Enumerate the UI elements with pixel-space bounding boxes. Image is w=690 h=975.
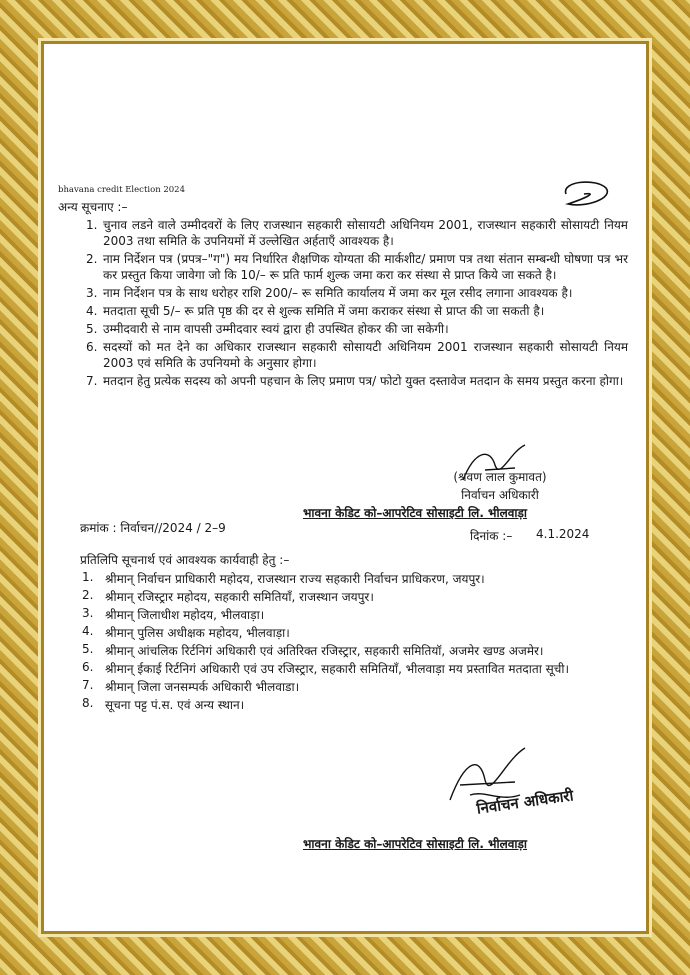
notice-content [58,182,628,391]
list-item: 6. सदस्यों को मत देने का अधिकार राजस्थान सहकारी सोसायटी अधिनियम 2001 राजस्थान सहकारी सोसायटी नियम 2003 एवं समिति के उपनियमो के अनुसार होगा। [86,340,628,370]
list-item: 3. नाम निर्देशन पत्र के साथ धरोहर राशि 200/– रू समिति कार्यालय में जमा कर मूल रसीद लगाना आवश्यक है। [86,286,573,300]
list-item: 5. श्रीमान् आंचलिक रिर्टनिगं अधिकारी एवं अतिरिक्त रजिस्ट्रार, सहकारी समितियॉ, अजमेर खण्ड अजमेर। [82,642,544,658]
copies-section [80,551,620,714]
copies-list [80,570,620,713]
reference-number: क्रमांक : निर्वाचन//2024 / 2–9 [80,521,226,535]
list-item: 3. श्रीमान् जिलाधीश महोदय, भीलवाड़ा। [82,606,265,622]
society-name-footer: भावना केडिट को–आपरेटिव सोसाइटी लि. भीलवाड़ा [302,837,528,851]
stamp-title: निर्वाचन अधिकारी [475,786,575,818]
date-label: दिनांक :– [470,529,513,543]
list-item: 4. मतदाता सूची 5/– रू प्रति पृष्ठ की दर से शुल्क समिति में जमा कराकर संस्था से प्राप्त की जा सकती है। [86,304,545,318]
list-item: 1. चुनाव लडने वाले उम्मीदवरों के लिए राजस्थान सहकारी सोसायटी अधिनियम 2001, राजस्थान सहकारी सोसायटी नियम 2003 तथा समिति के उपनियमों में उल्लेखित अर्हताएँ आवश्यक है। [86,218,628,248]
list-item: 7. श्रीमान् जिला जनसम्पर्क अधिकारी भीलवाडा। [82,678,300,694]
list-item: 2. श्रीमान् रजिस्ट्रार महोदय, सहकारी समितियाँ, राजस्थान जयपुर। [82,588,374,604]
list-item: 2. नाम निर्देशन पत्र (प्रपत्र–"ग") मय निर्धारित शैक्षणिक योग्यता की मार्कशीट/ प्रमाण पत्र तथा संतान सम्बन्धी घोषणा पत्र भर कर प्रस्तुत किया जावेगा जो कि 10/– रू प्रति फार्म शुल्क जमा करा कर संस्था से प्राप्त किये जा सकते है। [86,252,628,282]
list-item: 7. मतदान हेतु प्रत्येक सदस्य को अपनी पहचान के लिए प्रमाण पत्र/ फोटो युक्त दस्तावेज मतदान के समय प्रस्तुत करना होगा। [86,374,624,388]
signatory-title: निर्वाचन अधिकारी [461,488,539,502]
society-name: भावना केडिट को–आपरेटिव सोसाइटी लि. भीलवाड़ा [302,506,528,520]
list-item: 4. श्रीमान् पुलिस अधीक्षक महोदय, भीलवाड़ा। [82,624,290,640]
list-item: 5. उम्मीदवारी से नाम वापसी उम्मीदवार स्वयं द्वारा ही उपस्थित होकर की जा सकेगी। [86,322,449,336]
signatory-name: (श्रवण लाल कुमावत) [453,470,547,484]
copy-intro: प्रतिलिपि सूचनार्थ एवं आवश्यक कार्यवाही हेतु :– [80,553,290,567]
notes-list [58,217,628,389]
doc-header: bhavana credit Election 2024 [58,185,186,195]
other-notices-title: अन्य सूचनाए :– [58,200,128,214]
list-item: 1. श्रीमान् निर्वाचन प्राधिकारी महोदय, राजस्थान राज्य सहकारी निर्वाचन प्राधिकरण, जयपुर। [82,570,485,586]
list-item: 8. सूचना पट्ट पं.स. एवं अन्य स्थान। [82,696,245,712]
date-value: 4.1.2024 [536,527,590,541]
list-item: 6. श्रीमान् ईकाई रिर्टनिगं अधिकारी एवं उप रजिस्ट्रार, सहकारी समितियाँ, भीलवाड़ा मय प्रस्तावित मतदाता सूची। [82,660,570,676]
